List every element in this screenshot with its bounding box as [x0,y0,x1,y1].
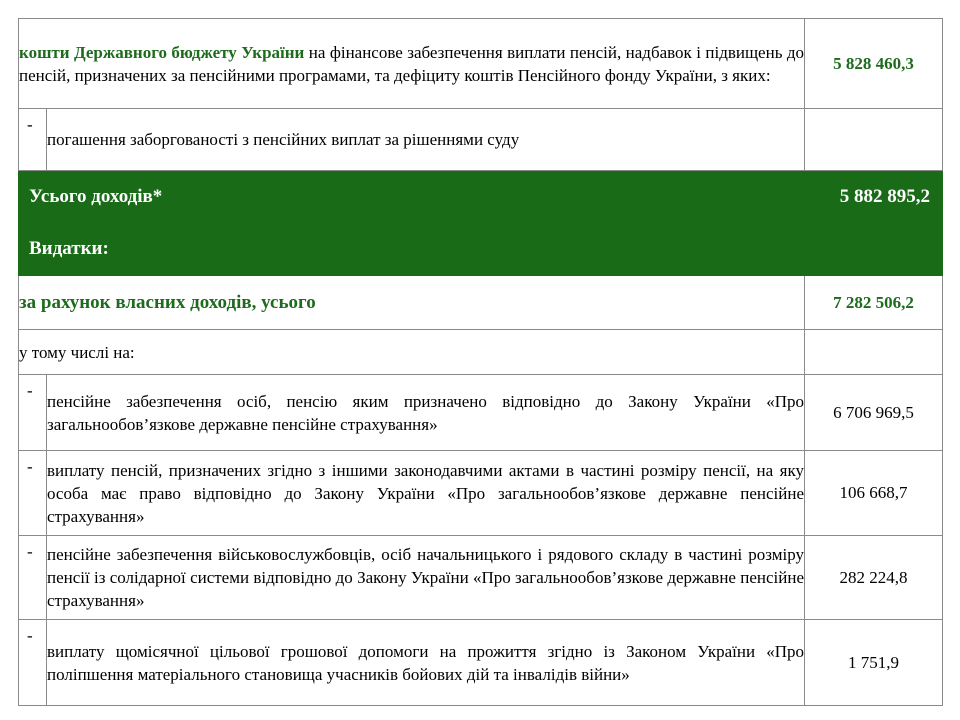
item-value: 106 668,7 [805,451,943,536]
own-income-row [19,276,943,330]
court-debt-value [805,109,943,171]
list-item [19,375,943,451]
total-income-label: Усього доходів* [19,171,805,223]
item-text: пенсійне забезпечення осіб, пенсію яким призначено відповідно до Закону України «Про загальнообов’язкове державне пенсійне страхування» [47,375,805,451]
including-label: у тому числі на: [19,330,805,375]
state-budget-text: на фінансове забезпечення виплати пенсій, надбавок і підвищень до пенсій, призначених за пенсійними програмами, та дефіциту коштів Пенсійного фонду України, з яких: [19,42,805,85]
list-item [19,536,943,620]
budget-table [18,18,943,706]
item-text: виплату пенсій, призначених згідно з іншими законодавчими актами в частині розміру пенсії, на яку особа має право відповідно до Закону України «Про загальнообов’язкове державне пенсійне страхування» [47,451,805,536]
court-debt-dash: - [19,109,47,171]
item-dash: - [19,620,47,706]
including-row [19,330,943,375]
item-value: 1 751,9 [805,620,943,706]
state-budget-value: 5 828 460,3 [805,19,943,109]
state-budget-description [19,19,805,109]
court-debt-row [19,109,943,171]
item-value: 282 224,8 [805,536,943,620]
list-item [19,620,943,706]
item-text: пенсійне забезпечення військовослужбовців, осіб начальницького і рядового складу в частині розміру пенсії із солідарної системи відповідно до Закону України «Про загальнообов’язкове державне пенсійне страхування» [47,536,805,620]
court-debt-text: погашення заборгованості з пенсійних виплат за рішеннями суду [47,109,805,171]
item-text: виплату щомісячної цільової грошової допомоги на прожиття згідно із Законом України «Про поліпшення матеріального становища учасників бойових дій та інвалідів війни» [47,620,805,706]
item-dash: - [19,451,47,536]
own-income-value: 7 282 506,2 [805,276,943,330]
expenses-header-label: Видатки: [19,223,943,276]
state-budget-title: кошти Державного бюджету України [19,42,305,62]
expenses-header-row [19,223,943,276]
own-income-label: за рахунок власних доходів, усього [19,276,805,330]
total-income-value: 5 882 895,2 [805,171,943,223]
state-budget-row [19,19,943,109]
item-dash: - [19,375,47,451]
including-value [805,330,943,375]
list-item [19,451,943,536]
item-dash: - [19,536,47,620]
item-value: 6 706 969,5 [805,375,943,451]
total-income-row [19,171,943,223]
